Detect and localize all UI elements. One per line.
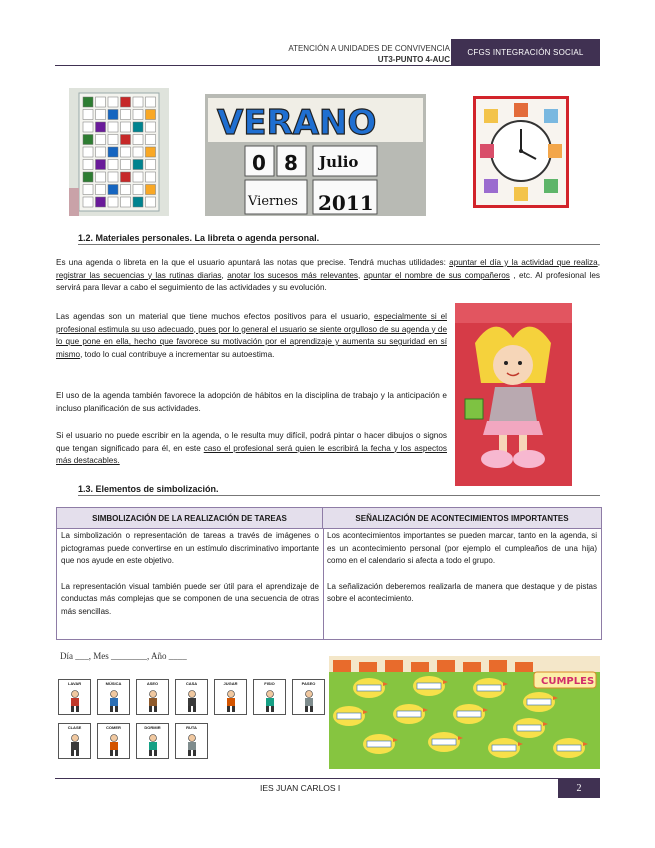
board-cell xyxy=(121,147,131,157)
pictogram-label: COMER xyxy=(106,725,121,730)
pictogram-figure-icon xyxy=(67,734,83,756)
table-tasks-paragraph-1: La simbolización o representación de tareas a través de imágenes o pictogramas puede convertirse en un estímulo discriminativo importante que nos ayude en este objetivo. xyxy=(61,531,319,565)
board-cell xyxy=(146,160,156,170)
board-cell xyxy=(83,122,93,132)
running-header xyxy=(288,43,450,65)
footer-rule xyxy=(55,778,600,779)
pictogram-card xyxy=(58,723,91,759)
board-cell xyxy=(146,172,156,182)
pictogram-label: CASA xyxy=(185,681,198,686)
board-cell xyxy=(96,147,106,157)
pictogram-card xyxy=(214,679,247,715)
pictogram-figure-icon xyxy=(145,734,161,756)
board-cell xyxy=(108,172,118,182)
communication-board-photo xyxy=(69,88,169,216)
board-cell xyxy=(83,147,93,157)
board-cell xyxy=(133,160,143,170)
para1-sep-2: , xyxy=(221,270,228,280)
board-cell xyxy=(121,172,131,182)
para1-tail: , etc. Al profesional les servirá para llevar a cabo el seguimiento de las actividades y su evolución. xyxy=(56,270,600,292)
board-cell xyxy=(96,122,106,132)
table-cell-tasks xyxy=(61,530,319,618)
pictogram-figure-icon xyxy=(184,734,200,756)
pictogram-figure-icon xyxy=(301,690,317,712)
pictogram-figure-icon xyxy=(145,690,161,712)
board-cell xyxy=(133,122,143,132)
board-cell xyxy=(146,135,156,145)
board-cell xyxy=(83,97,93,107)
board-cell xyxy=(133,172,143,182)
table-events-paragraph-1: Los acontecimientos importantes se pueden marcar, tanto en la agenda, si es un acontecimiento personal (por ejemplo el cumpleaños de una hija) como en el calendario si afecta a todo el grupo. xyxy=(327,531,597,565)
clock-routine-photo xyxy=(473,96,569,208)
board-cell xyxy=(146,122,156,132)
pictogram-label: PASEO xyxy=(301,681,316,686)
board-cell xyxy=(133,147,143,157)
pictogram-agenda-image xyxy=(58,651,323,771)
pictogram-label: ASEO xyxy=(146,681,159,686)
board-cell xyxy=(133,110,143,120)
board-cell xyxy=(83,110,93,120)
table-header-events: SEÑALIZACIÓN DE ACONTECIMIENTOS IMPORTANTES xyxy=(323,508,601,529)
birthday-chart-image xyxy=(329,656,600,769)
agenda-form-day: Día ___ xyxy=(60,651,89,661)
calendar-year: 2011 xyxy=(318,191,374,215)
board-cell xyxy=(133,97,143,107)
pictogram-label: DORMIR xyxy=(144,725,161,730)
pictogram-label: MÚSICA xyxy=(105,681,122,686)
pictogram-card xyxy=(97,679,130,715)
pictogram-figure-icon xyxy=(223,690,239,712)
pictogram-label: JUGAR xyxy=(223,681,238,686)
pictogram-label: RUTA xyxy=(186,725,197,730)
para1-underline-4: apuntar el nombre de sus compañeros xyxy=(363,270,510,280)
paragraph-agenda-habits xyxy=(56,390,447,415)
board-cell xyxy=(83,160,93,170)
footer-school: IES JUAN CARLOS I xyxy=(260,783,341,793)
table-tasks-paragraph-2: La representación visual también puede ser útil para el aprendizaje de conductas más complejas que se componen de una secuencia de otras más sencillas. xyxy=(61,581,319,616)
para1-underline-3: anotar los sucesos más relevantes xyxy=(227,270,359,280)
pictogram-figure-icon xyxy=(184,690,200,712)
table-column-divider xyxy=(323,529,324,639)
board-cell xyxy=(146,185,156,195)
verano-letters: VERANO xyxy=(217,103,377,143)
board-cell xyxy=(83,135,93,145)
pictogram-card xyxy=(175,679,208,715)
board-cell xyxy=(121,135,131,145)
pictogram-figure-icon xyxy=(106,734,122,756)
board-cell xyxy=(108,147,118,157)
table-cell-events xyxy=(327,530,597,606)
header-subtitle: UT3-PUNTO 4-AUC xyxy=(377,55,450,64)
board-cell xyxy=(96,110,106,120)
para2-underline: especialmente si el profesional estimula su uso adecuado, pues por lo general el usuario se siente orgulloso de su agenda y de lo que pone en ella, hecho que favorece su motivación por el aprendizaje y aumenta su seguridad en sí mismo xyxy=(56,312,447,359)
pictogram-figure-icon xyxy=(67,690,83,712)
board-cell xyxy=(108,97,118,107)
board-cell xyxy=(121,110,131,120)
board-cell xyxy=(96,135,106,145)
board-cell xyxy=(83,172,93,182)
calendar-weekday: Viernes xyxy=(248,194,298,209)
board-cell xyxy=(146,197,156,207)
para1-underline-2: registrar las secuencias y las rutinas diarias xyxy=(56,270,222,280)
para1-sep-3: , xyxy=(358,270,364,280)
symbolization-table xyxy=(56,507,602,640)
agenda-form-year: , Año ____ xyxy=(147,651,187,661)
header-badge: CFGS INTEGRACIÓN SOCIAL xyxy=(451,39,600,65)
calendar-month: Julio xyxy=(319,153,359,171)
section-heading-1-2: 1.2. Materiales personales. La libreta o agenda personal. xyxy=(78,233,320,243)
board-cell xyxy=(133,197,143,207)
board-cell xyxy=(121,97,131,107)
board-cell xyxy=(146,97,156,107)
board-cell xyxy=(121,122,131,132)
pictogram-label: FISIO xyxy=(264,681,275,686)
agenda-form-month: , Mes ________ xyxy=(88,651,147,661)
board-cell xyxy=(121,197,131,207)
board-cell xyxy=(121,185,131,195)
pictogram-label: LAVAR xyxy=(67,681,82,686)
para1-underline-1: apuntar el día y la actividad que realiza xyxy=(449,258,598,267)
para2-tail: , todo lo cual contribuye a incrementar su autoestima. xyxy=(80,349,275,359)
paragraph-agenda-benefits xyxy=(56,311,447,361)
decorated-agenda-photo xyxy=(455,303,572,486)
board-cell xyxy=(96,197,106,207)
header-rule xyxy=(55,65,600,66)
board-cell xyxy=(83,185,93,195)
pictogram-card xyxy=(292,679,325,715)
pictogram-label: CLASE xyxy=(67,725,82,730)
paragraph-agenda-drawing xyxy=(56,430,447,468)
pictogram-card xyxy=(97,723,130,759)
paragraph-agenda-intro xyxy=(56,257,600,295)
pictogram-row-1 xyxy=(58,679,364,715)
board-cell xyxy=(96,97,106,107)
pictogram-card xyxy=(175,723,208,759)
board-cell xyxy=(96,172,106,182)
calendar-verano-photo xyxy=(205,94,426,216)
board-cell xyxy=(108,160,118,170)
table-header-tasks: SIMBOLIZACIÓN DE LA REALIZACIÓN DE TAREAS xyxy=(57,508,323,529)
para3-text: El uso de la agenda también favorece la adopción de hábitos en la disciplina de trabajo y la anticipación e incluso planificación de sus actividades. xyxy=(56,391,447,413)
board-cell xyxy=(96,185,106,195)
pictogram-figure-icon xyxy=(262,690,278,712)
pictogram-card xyxy=(253,679,286,715)
board-cell xyxy=(146,147,156,157)
board-cell xyxy=(133,135,143,145)
calendar-day-digit-2: 8 xyxy=(284,151,298,175)
board-cell xyxy=(133,185,143,195)
section-rule-1-3 xyxy=(78,495,600,496)
pictogram-card xyxy=(58,679,91,715)
table-events-paragraph-2: La señalización deberemos realizarla de manera que destaque y de pistas sobre el acontecimiento. xyxy=(327,581,597,603)
calendar-day-digit-1: 0 xyxy=(252,151,266,175)
section-rule-1-2 xyxy=(78,244,600,245)
board-cell xyxy=(146,110,156,120)
pictogram-card xyxy=(136,723,169,759)
cumples-title: CUMPLES xyxy=(541,676,595,687)
board-cell xyxy=(108,110,118,120)
page-number: 2 xyxy=(558,779,600,798)
board-cell xyxy=(83,197,93,207)
para4-underline: caso el profesional será quien le escribirá la fecha y los aspectos más destacables. xyxy=(56,443,447,465)
board-cell xyxy=(96,160,106,170)
board-cell xyxy=(108,122,118,132)
pictogram-figure-icon xyxy=(106,690,122,712)
para2-text: Las agendas son un material que tiene muchos efectos positivos para el usuario, xyxy=(56,312,374,321)
board-cell xyxy=(108,197,118,207)
para1-sep-1: , xyxy=(597,258,600,267)
pictogram-row-2 xyxy=(58,723,208,759)
board-cell xyxy=(108,135,118,145)
pictogram-card xyxy=(136,679,169,715)
board-cell xyxy=(108,185,118,195)
section-heading-1-3: 1.3. Elementos de simbolización. xyxy=(78,484,219,494)
agenda-date-form xyxy=(60,651,187,661)
header-title: ATENCIÓN A UNIDADES DE CONVIVENCIA xyxy=(288,44,450,53)
para1-text: Es una agenda o libreta en la que el usuario apuntará las notas que precise. Tendrá muchas utilidades: xyxy=(56,258,450,267)
para4-text: Si el usuario no puede escribir en la agenda, o le resulta muy difícil, podrá pintar o hacer dibujos o signos que tengan significado para él, en este xyxy=(56,431,447,453)
board-cell xyxy=(121,160,131,170)
